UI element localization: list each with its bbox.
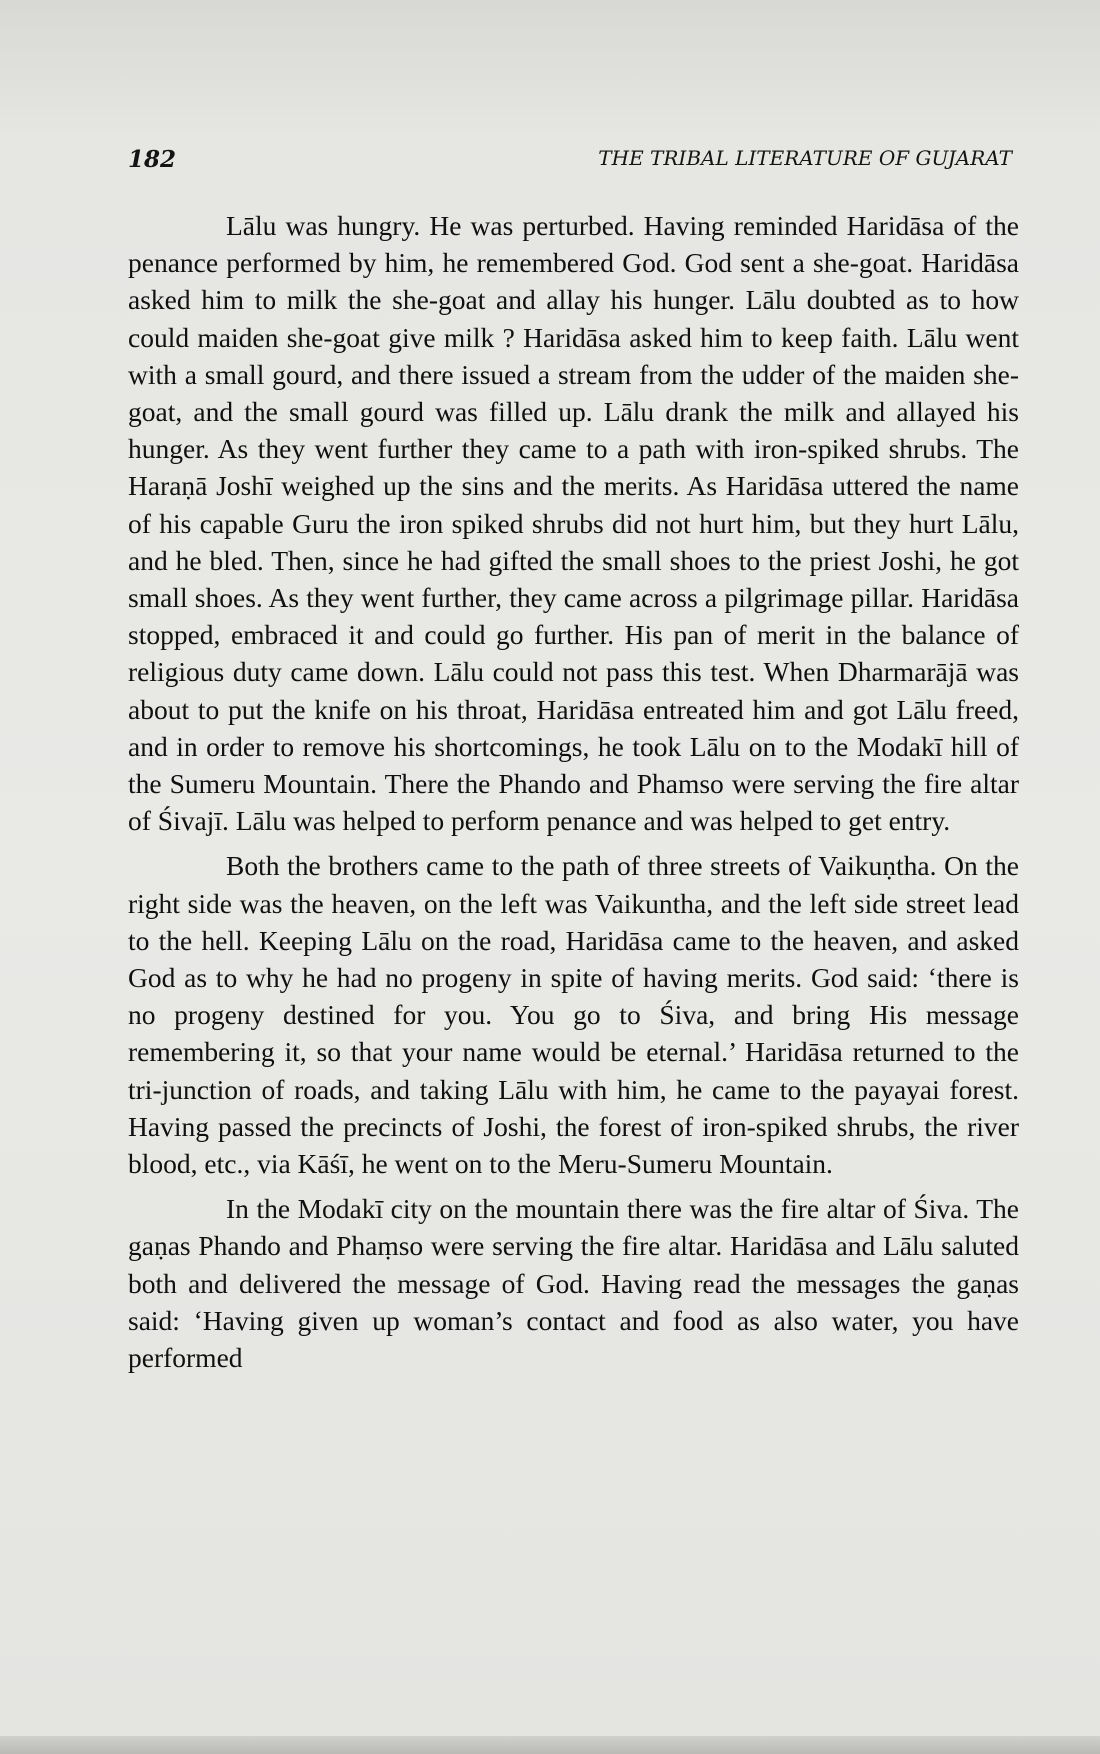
running-title: THE TRIBAL LITERATURE OF GUJARAT	[598, 146, 1012, 170]
paragraph: Both the brothers came to the path of three streets of Vaikuṇtha. On the right side was the heaven, on the left was Vaikuntha, and the left side street lead to the hell. Keeping Lālu on the road, Haridāsa came to the heaven, and asked God as to why he had no progeny in spite of having merits. God said: ‘there is no progeny destined for you. You go to Śiva, and bring His message remembering it, so that your name would be eternal.’ Haridāsa returned to the tri-junction of roads, and taking Lālu with him, he came to the payayai forest. Having passed the precincts of Joshi, the forest of iron-spiked shrubs, the river blood, etc., via Kāśī, he went on to the Meru-Sumeru Mountain.	[128, 850, 1019, 1180]
paragraph: In the Modakī city on the mountain there was the fire altar of Śiva. The gaṇas Phando and Phaṃso were serving the fire altar. Haridāsa and Lālu saluted both and delivered the message of God. Having read the messages the gaṇas said: ‘Having given up woman’s contact and food as also water, you have performed	[128, 1193, 1019, 1374]
page-number: 182	[128, 146, 177, 173]
paragraph: Lālu was hungry. He was perturbed. Having reminded Haridāsa of the penance performed by him, he remembered God. God sent a she-goat. Haridāsa asked him to milk the she-goat and allay his hunger. Lālu doubted as to how could maiden she-goat give milk ? Haridāsa asked him to keep faith. Lālu went with a small gourd, and there issued a stream from the udder of the maiden she-goat, and the small gourd was filled up. Lālu drank the milk and allayed his hunger. As they went further they came to a path with iron-spiked shrubs. The Haraṇā Joshī weighed up the sins and the merits. As Haridāsa uttered the name of his capable Guru the iron spiked shrubs did not hurt him, but they hurt Lālu, and he bled. Then, since he had gifted the small shoes to the priest Joshi, he got small shoes. As they went further, they came across a pilgrimage pillar. Haridāsa stopped, embraced it and could go further. His pan of merit in the balance of religious duty came down. Lālu could not pass this test. When Dharmarājā was about to put the knife on his throat, Haridāsa entreated him and got Lālu freed, and in order to remove his shortcomings, he took Lālu on to the Modakī hill of the Sumeru Mountain. There the Phando and Phamso were serving the fire altar of Śivajī. Lālu was helped to perform penance and was helped to get entry.	[128, 210, 1019, 837]
body-text	[128, 207, 1019, 1376]
page-bottom-edge	[0, 1736, 1100, 1754]
running-header	[128, 146, 1012, 182]
